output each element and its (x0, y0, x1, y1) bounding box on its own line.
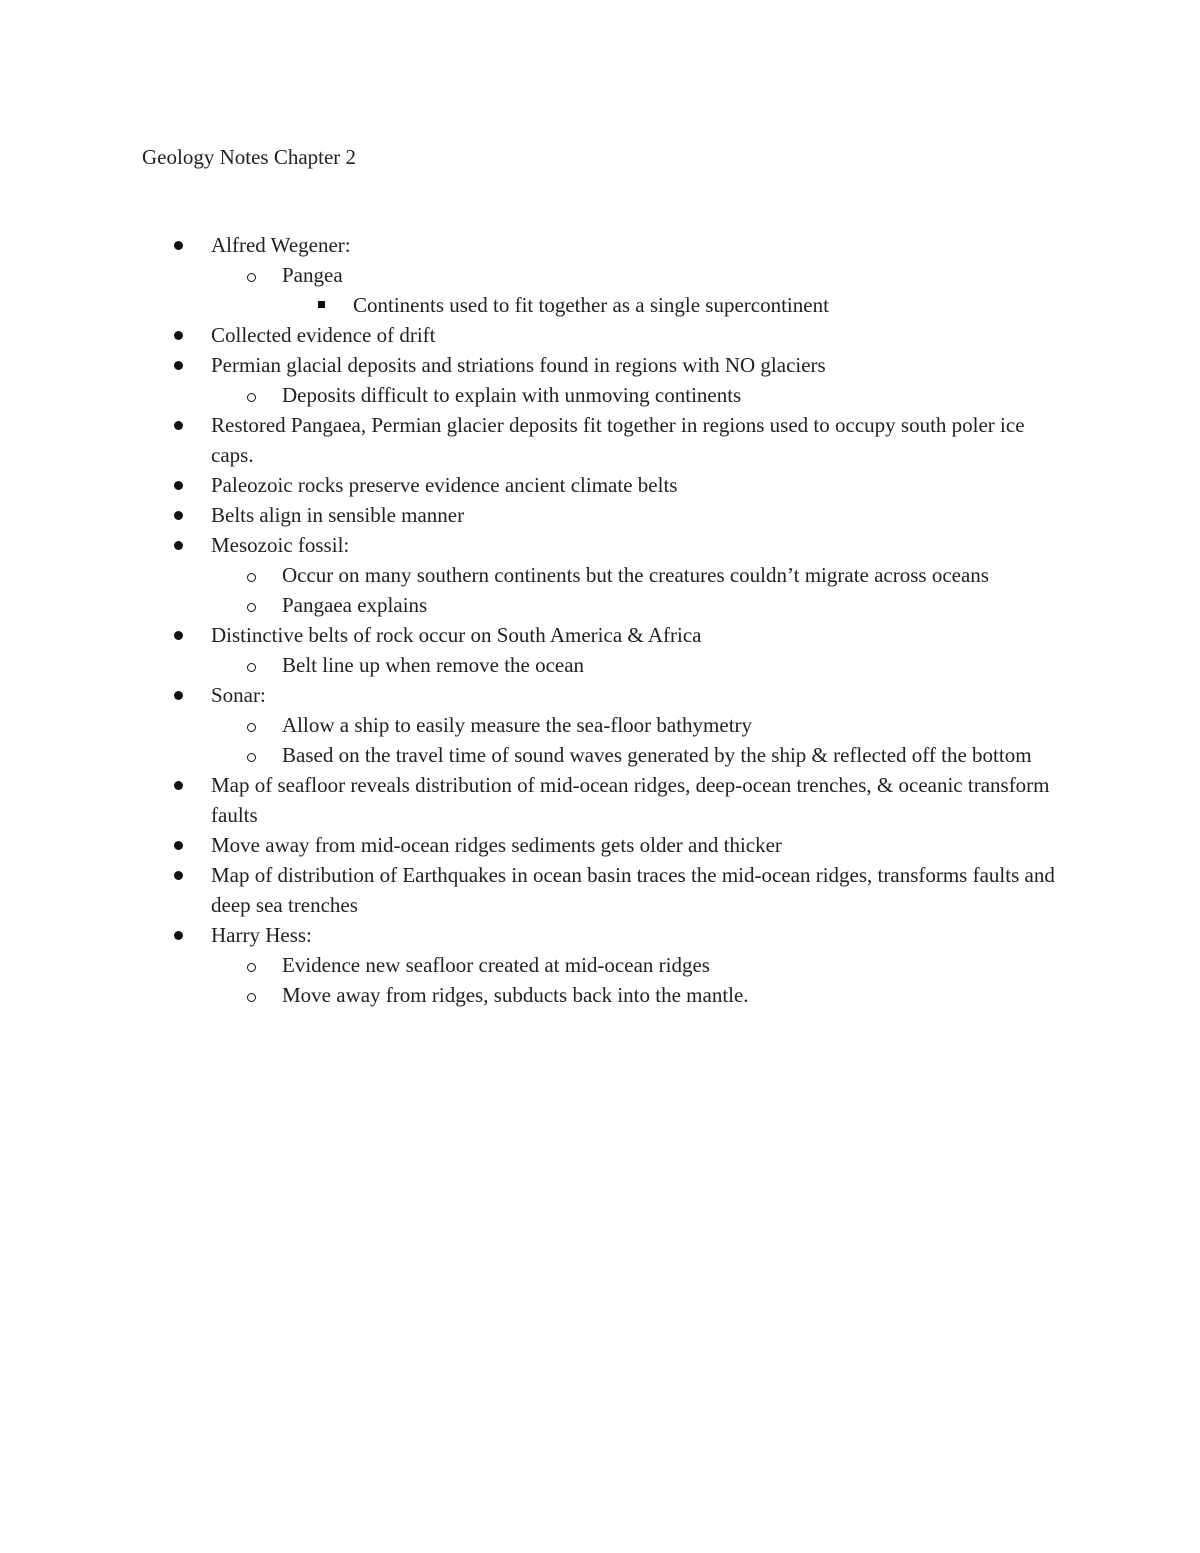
list-item-text: Restored Pangaea, Permian glacier deposits fit together in regions used to occupy south poler ice caps. (211, 413, 1025, 467)
list-item-text: Map of seafloor reveals distribution of mid-ocean ridges, deep-ocean trenches, & oceanic transform faults (211, 773, 1050, 827)
list-item (0, 350, 1066, 380)
sub-list-item (0, 590, 1066, 620)
list-item-text: Alfred Wegener: (211, 233, 351, 257)
list-item (0, 830, 1066, 860)
bullet-square-icon (318, 301, 325, 308)
bullet-disc-icon (174, 691, 183, 700)
bullet-circle-icon (247, 393, 256, 402)
list-item-text: Based on the travel time of sound waves generated by the ship & reflected off the bottom (282, 743, 1032, 767)
bullet-circle-icon (247, 963, 256, 972)
bullet-circle-icon (247, 663, 256, 672)
list-item (0, 320, 1066, 350)
bullet-disc-icon (174, 331, 183, 340)
list-item-text: Evidence new seafloor created at mid-ocean ridges (282, 953, 710, 977)
bullet-disc-icon (174, 631, 183, 640)
list-item-text: Allow a ship to easily measure the sea-floor bathymetry (282, 713, 753, 737)
list-item-text: Permian glacial deposits and striations found in regions with NO glaciers (211, 353, 826, 377)
list-item (0, 530, 1066, 560)
list-item (0, 680, 1066, 710)
sub-list-item (0, 740, 1066, 770)
bullet-disc-icon (174, 241, 183, 250)
bullet-circle-icon (247, 993, 256, 1002)
sub-list-item (0, 980, 1066, 1010)
sub-list-item (0, 650, 1066, 680)
list-item-text: Collected evidence of drift (211, 323, 436, 347)
sub-list-item (0, 560, 1066, 590)
list-item (0, 470, 1066, 500)
sub-list-item (0, 380, 1066, 410)
sub-list-item (0, 710, 1066, 740)
sub-list-item (0, 260, 1066, 290)
list-item-text: Deposits difficult to explain with unmoving continents (282, 383, 742, 407)
bullet-disc-icon (174, 361, 183, 370)
list-item-text: Paleozoic rocks preserve evidence ancient climate belts (211, 473, 678, 497)
list-item (0, 920, 1066, 950)
document-title: Geology Notes Chapter 2 (142, 145, 357, 169)
sub-sub-list-item (0, 290, 1066, 320)
bullet-disc-icon (174, 781, 183, 790)
bullet-circle-icon (247, 603, 256, 612)
list-item-text: Distinctive belts of rock occur on South America & Africa (211, 623, 702, 647)
list-item-text: Mesozoic fossil: (211, 533, 350, 557)
bullet-circle-icon (247, 573, 256, 582)
list-item-text: Move away from ridges, subducts back into the mantle. (282, 983, 749, 1007)
bullet-circle-icon (247, 273, 256, 282)
list-item-text: Continents used to fit together as a single supercontinent (353, 293, 829, 317)
bullet-disc-icon (174, 841, 183, 850)
sub-list-item (0, 950, 1066, 980)
list-item-text: Occur on many southern continents but the creatures couldn’t migrate across oceans (282, 563, 989, 587)
bullet-disc-icon (174, 511, 183, 520)
list-item-text: Move away from mid-ocean ridges sediments gets older and thicker (211, 833, 782, 857)
list-item (0, 860, 1066, 920)
list-item-text: Map of distribution of Earthquakes in ocean basin traces the mid-ocean ridges, transforms faults and deep sea trenches (211, 863, 1055, 917)
notes-list (0, 230, 1200, 1010)
list-item-text: Belt line up when remove the ocean (282, 653, 585, 677)
bullet-circle-icon (247, 753, 256, 762)
bullet-disc-icon (174, 871, 183, 880)
list-item (0, 620, 1066, 650)
list-item-text: Belts align in sensible manner (211, 503, 465, 527)
bullet-disc-icon (174, 541, 183, 550)
list-item-text: Harry Hess: (211, 923, 312, 947)
list-item (0, 770, 1066, 830)
list-item-text: Sonar: (211, 683, 266, 707)
bullet-disc-icon (174, 931, 183, 940)
list-item (0, 410, 1066, 470)
list-item (0, 230, 1066, 260)
list-item-text: Pangea (282, 263, 343, 287)
bullet-circle-icon (247, 723, 256, 732)
bullet-disc-icon (174, 481, 183, 490)
bullet-disc-icon (174, 421, 183, 430)
list-item (0, 500, 1066, 530)
list-item-text: Pangaea explains (282, 593, 428, 617)
